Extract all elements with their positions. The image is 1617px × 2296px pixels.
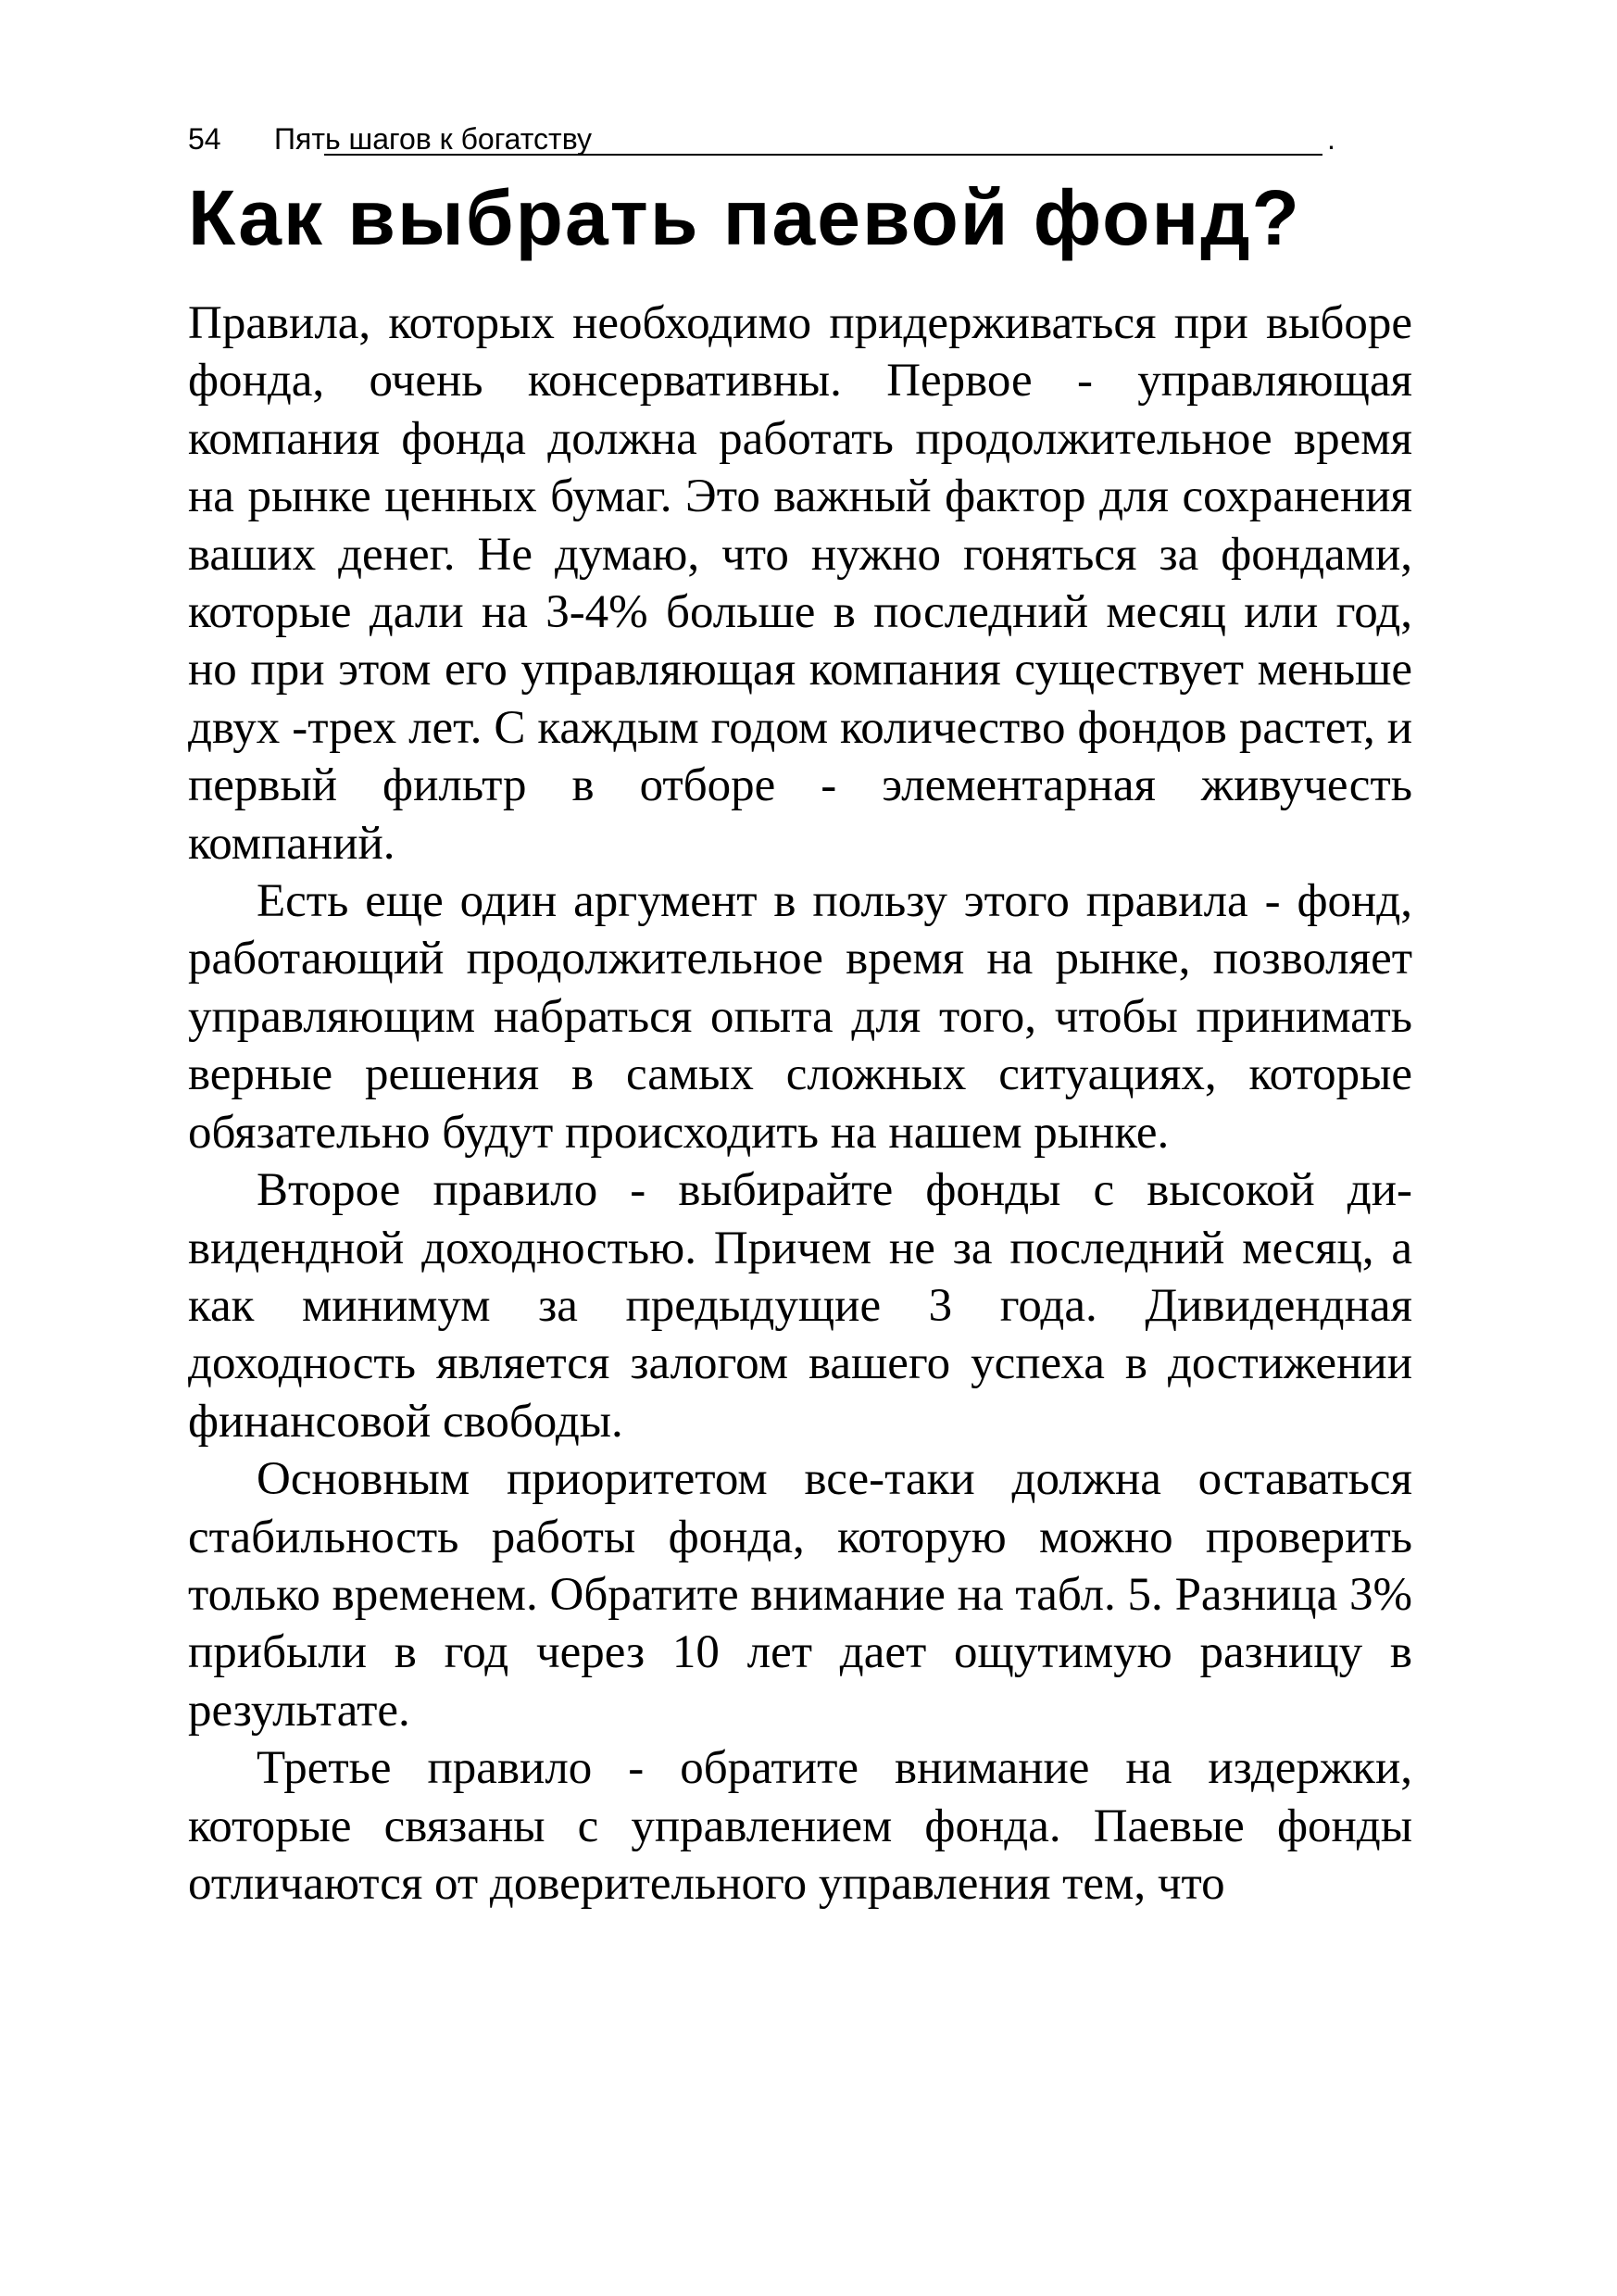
header-rule	[324, 154, 1322, 156]
paragraph-4: Основным приоритетом все-таки должна оставаться стабильность работы фонда, которую можно проверить только временем. Обратите внимание на табл. 5. Разница 3% прибыли в год через 10 лет дает ощутимую разницу в результате.	[188, 1453, 1412, 1737]
paragraph-2: Есть еще один аргумент в пользу этого правила - фонд, работающий продолжительное время на рынке, позволяет управляющим набраться опыта для того, чтобы принимать верные решения в самых сложных ситуациях, которые обязательно будут происходить на нашем рынке.	[188, 875, 1412, 1159]
paragraph-1: Правила, которых необходимо придерживаться при выборе фонда, очень консервативны. Первое - управляющая компания фонда должна работать продолжительное время на рынке ценных бумаг. Это важный фактор для сохранения ваших денег. Не думаю, что нужно гоняться за фондами, которые дали на 3-4% больше в последний месяц или год, но при этом его управляющая компания существует меньше двух -трех лет. С каждым годом количество фондов растет, и первый фильтр в отборе - элементарная живучесть компаний.	[188, 297, 1412, 870]
body-text	[188, 295, 1412, 1913]
running-title: Пять шагов к богатству	[274, 122, 592, 156]
paragraph-3: Второе правило - выбирайте фонды с высокой дивидендной доходностью. Причем не за последний месяц, а как минимум за предыдущие 3 года. Дивидендная доходность является залогом вашего успеха в достижении финансовой свободы.	[188, 1164, 1412, 1448]
header-trailing-mark: .	[1327, 122, 1335, 156]
chapter-title: Как выбрать паевой фонд?	[188, 174, 1301, 261]
paragraph-5: Третье правило - обратите внимание на издержки, которые связаны с управлением фонда. Паевые фонды отличаются от доверительного управления тем, что	[188, 1742, 1412, 1910]
page-number: 54	[188, 122, 221, 156]
